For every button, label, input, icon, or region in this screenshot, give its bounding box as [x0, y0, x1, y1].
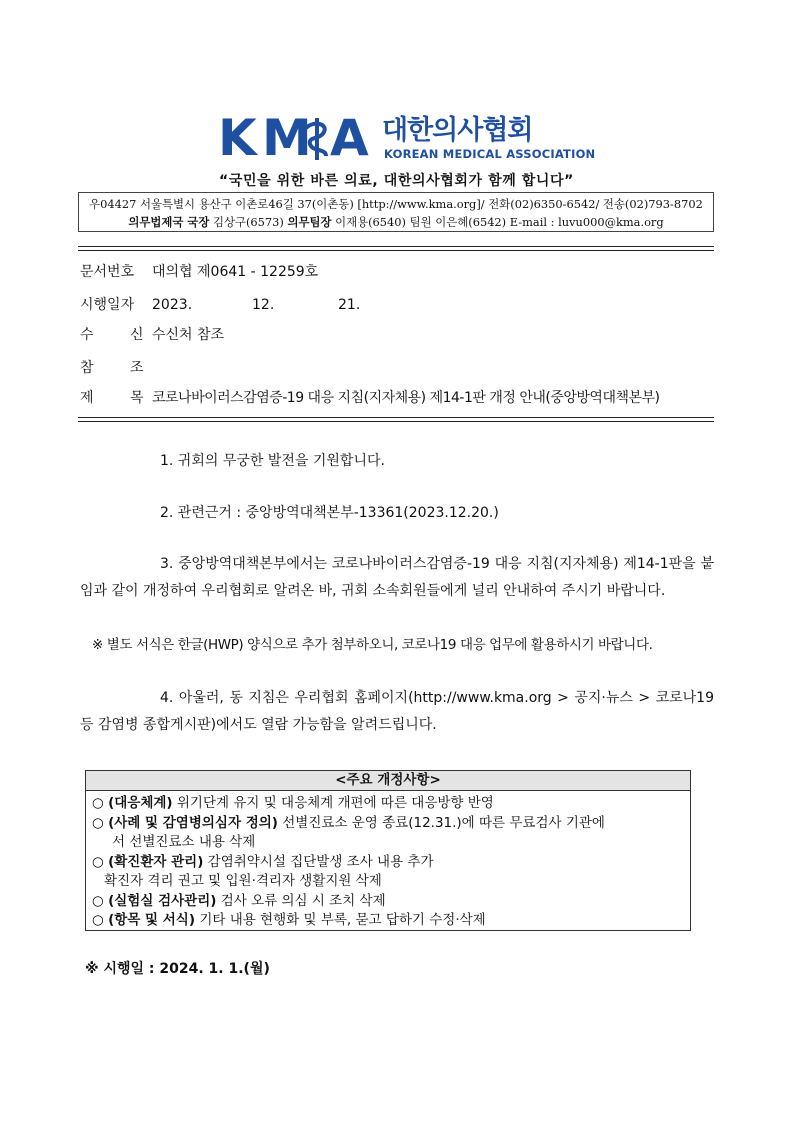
summary-item-text: 선별진료소 운영 종료(12.31.)에 따른 무료검사 기관에	[277, 814, 605, 831]
summary-item	[92, 814, 684, 834]
summary-item-head: (항목 및 서식)	[108, 912, 196, 928]
doc-number-row	[80, 262, 318, 282]
reference-label-a: 참	[80, 360, 94, 376]
dept2-value: 이재용(6540) 팀원 이은혜(6542) E-mail : luvu000@kma.org	[331, 215, 664, 229]
summary-item-head: (실험실 검사관리)	[108, 892, 217, 909]
address-box	[78, 192, 714, 232]
summary-item-text: 기타 내용 현행화 및 부록, 묻고 답하기 수정·삭제	[195, 912, 486, 928]
subject: 코로나바이러스감염증-19 대응 지침(지자체용) 제14-1판 개정 안내(중앙방역대책본부)	[152, 390, 660, 406]
circle-icon: ○	[92, 912, 104, 928]
subject-label-a: 제	[80, 390, 94, 406]
circle-icon: ○	[92, 795, 104, 811]
logo-letter-a: A	[330, 109, 368, 167]
recipient-label-a: 수	[80, 327, 94, 343]
logo-english-name: KOREAN MEDICAL ASSOCIATION	[384, 147, 596, 161]
subject-row	[80, 388, 660, 408]
logo-korean-name: 대한의사협회	[382, 115, 533, 146]
circle-icon: ○	[92, 814, 104, 831]
summary-item-head: (확진환자 관리)	[108, 853, 204, 870]
dept1-value: 김상구(6573)	[209, 215, 288, 229]
date-month: 12.	[252, 297, 275, 313]
reference-label-b: 조	[130, 360, 144, 376]
revision-summary-box	[85, 770, 691, 931]
summary-item-head: (대응체계)	[108, 795, 173, 811]
contact-line	[79, 213, 713, 231]
attachment-note: ※ 별도 서식은 한글(HWP) 양식으로 추가 첨부하오니, 코로나19 대응 업무에 활용하시기 바랍니다.	[92, 637, 653, 653]
summary-item-text: 감염취약시설 집단발생 조사 내용 추가	[203, 853, 434, 870]
subject-label-b: 목	[130, 390, 144, 406]
summary-item	[92, 794, 684, 814]
recipient: 수신처 참조	[152, 327, 225, 343]
paragraph-2: 2. 관련근거 : 중앙방역대책본부-13361(2023.12.20.)	[160, 505, 499, 521]
summary-item	[92, 911, 684, 931]
logo-letter-m: M	[262, 109, 311, 167]
summary-item-text: 위기단계 유지 및 대응체계 개편에 따른 대응방향 반영	[172, 795, 494, 811]
paragraph-3: 3. 중앙방역대책본부에서는 코로나바이러스감염증-19 대응 지침(지자체용) 제14-1판을 붙임과 같이 개정하여 우리협회로 알려온 바, 귀회 소속회원들에게 널리 안내하여 주시기 바랍니다.	[80, 556, 714, 599]
summary-item	[92, 892, 684, 912]
summary-title: <주요 개정사항>	[86, 771, 690, 791]
circle-icon: ○	[92, 853, 104, 870]
reference-row	[80, 358, 152, 378]
paragraph-1: 1. 귀회의 무궁한 발전을 기원합니다.	[160, 453, 385, 469]
summary-item-continued: 확진자 격리 권고 및 입원·격리자 생활지원 삭제	[104, 873, 382, 889]
doc-number: 대의협 제0641 - 12259호	[152, 264, 319, 280]
logo-letter-k: K	[218, 109, 256, 167]
date-year: 2023.	[152, 297, 193, 313]
recipient-label-b: 신	[130, 327, 144, 343]
summary-list	[86, 791, 690, 934]
address-line: 우04427 서울특별시 용산구 이촌로46길 37(이촌동) [http://www.kma.org]/ 전화(02)6350-6542/ 전송(02)793-8702	[89, 197, 703, 211]
dept2-label: 의무팀장	[287, 215, 332, 229]
date-row	[80, 295, 360, 315]
dept1-label: 의무법제국 국장	[128, 215, 210, 229]
top-divider	[78, 246, 714, 251]
paragraph-4: 4. 아울러, 동 지침은 우리협회 홈페이지(http://www.kma.org > 공지·뉴스 > 코로나19 등 감염병 종합게시판)에서도 열람 가능함을 알려드립니다.	[80, 690, 714, 733]
date-day: 21.	[338, 297, 361, 313]
summary-item-text: 검사 오류 의심 시 조치 삭제	[216, 892, 386, 909]
doc-number-label: 문서번호	[80, 264, 135, 280]
date-label: 시행일자	[80, 297, 135, 313]
summary-item-head: (사례 및 감염병의심자 정의)	[108, 814, 278, 831]
effective-date: ※ 시행일 : 2024. 1. 1.(월)	[85, 961, 270, 977]
recipient-row	[80, 325, 224, 345]
header-divider	[78, 417, 714, 422]
summary-item-continued: 서 선별진료소 내용 삭제	[112, 834, 256, 850]
circle-icon: ○	[92, 892, 104, 909]
summary-item	[92, 853, 684, 873]
slogan: “국민을 위한 바른 의료, 대한의사협회가 함께 합니다”	[219, 173, 574, 189]
